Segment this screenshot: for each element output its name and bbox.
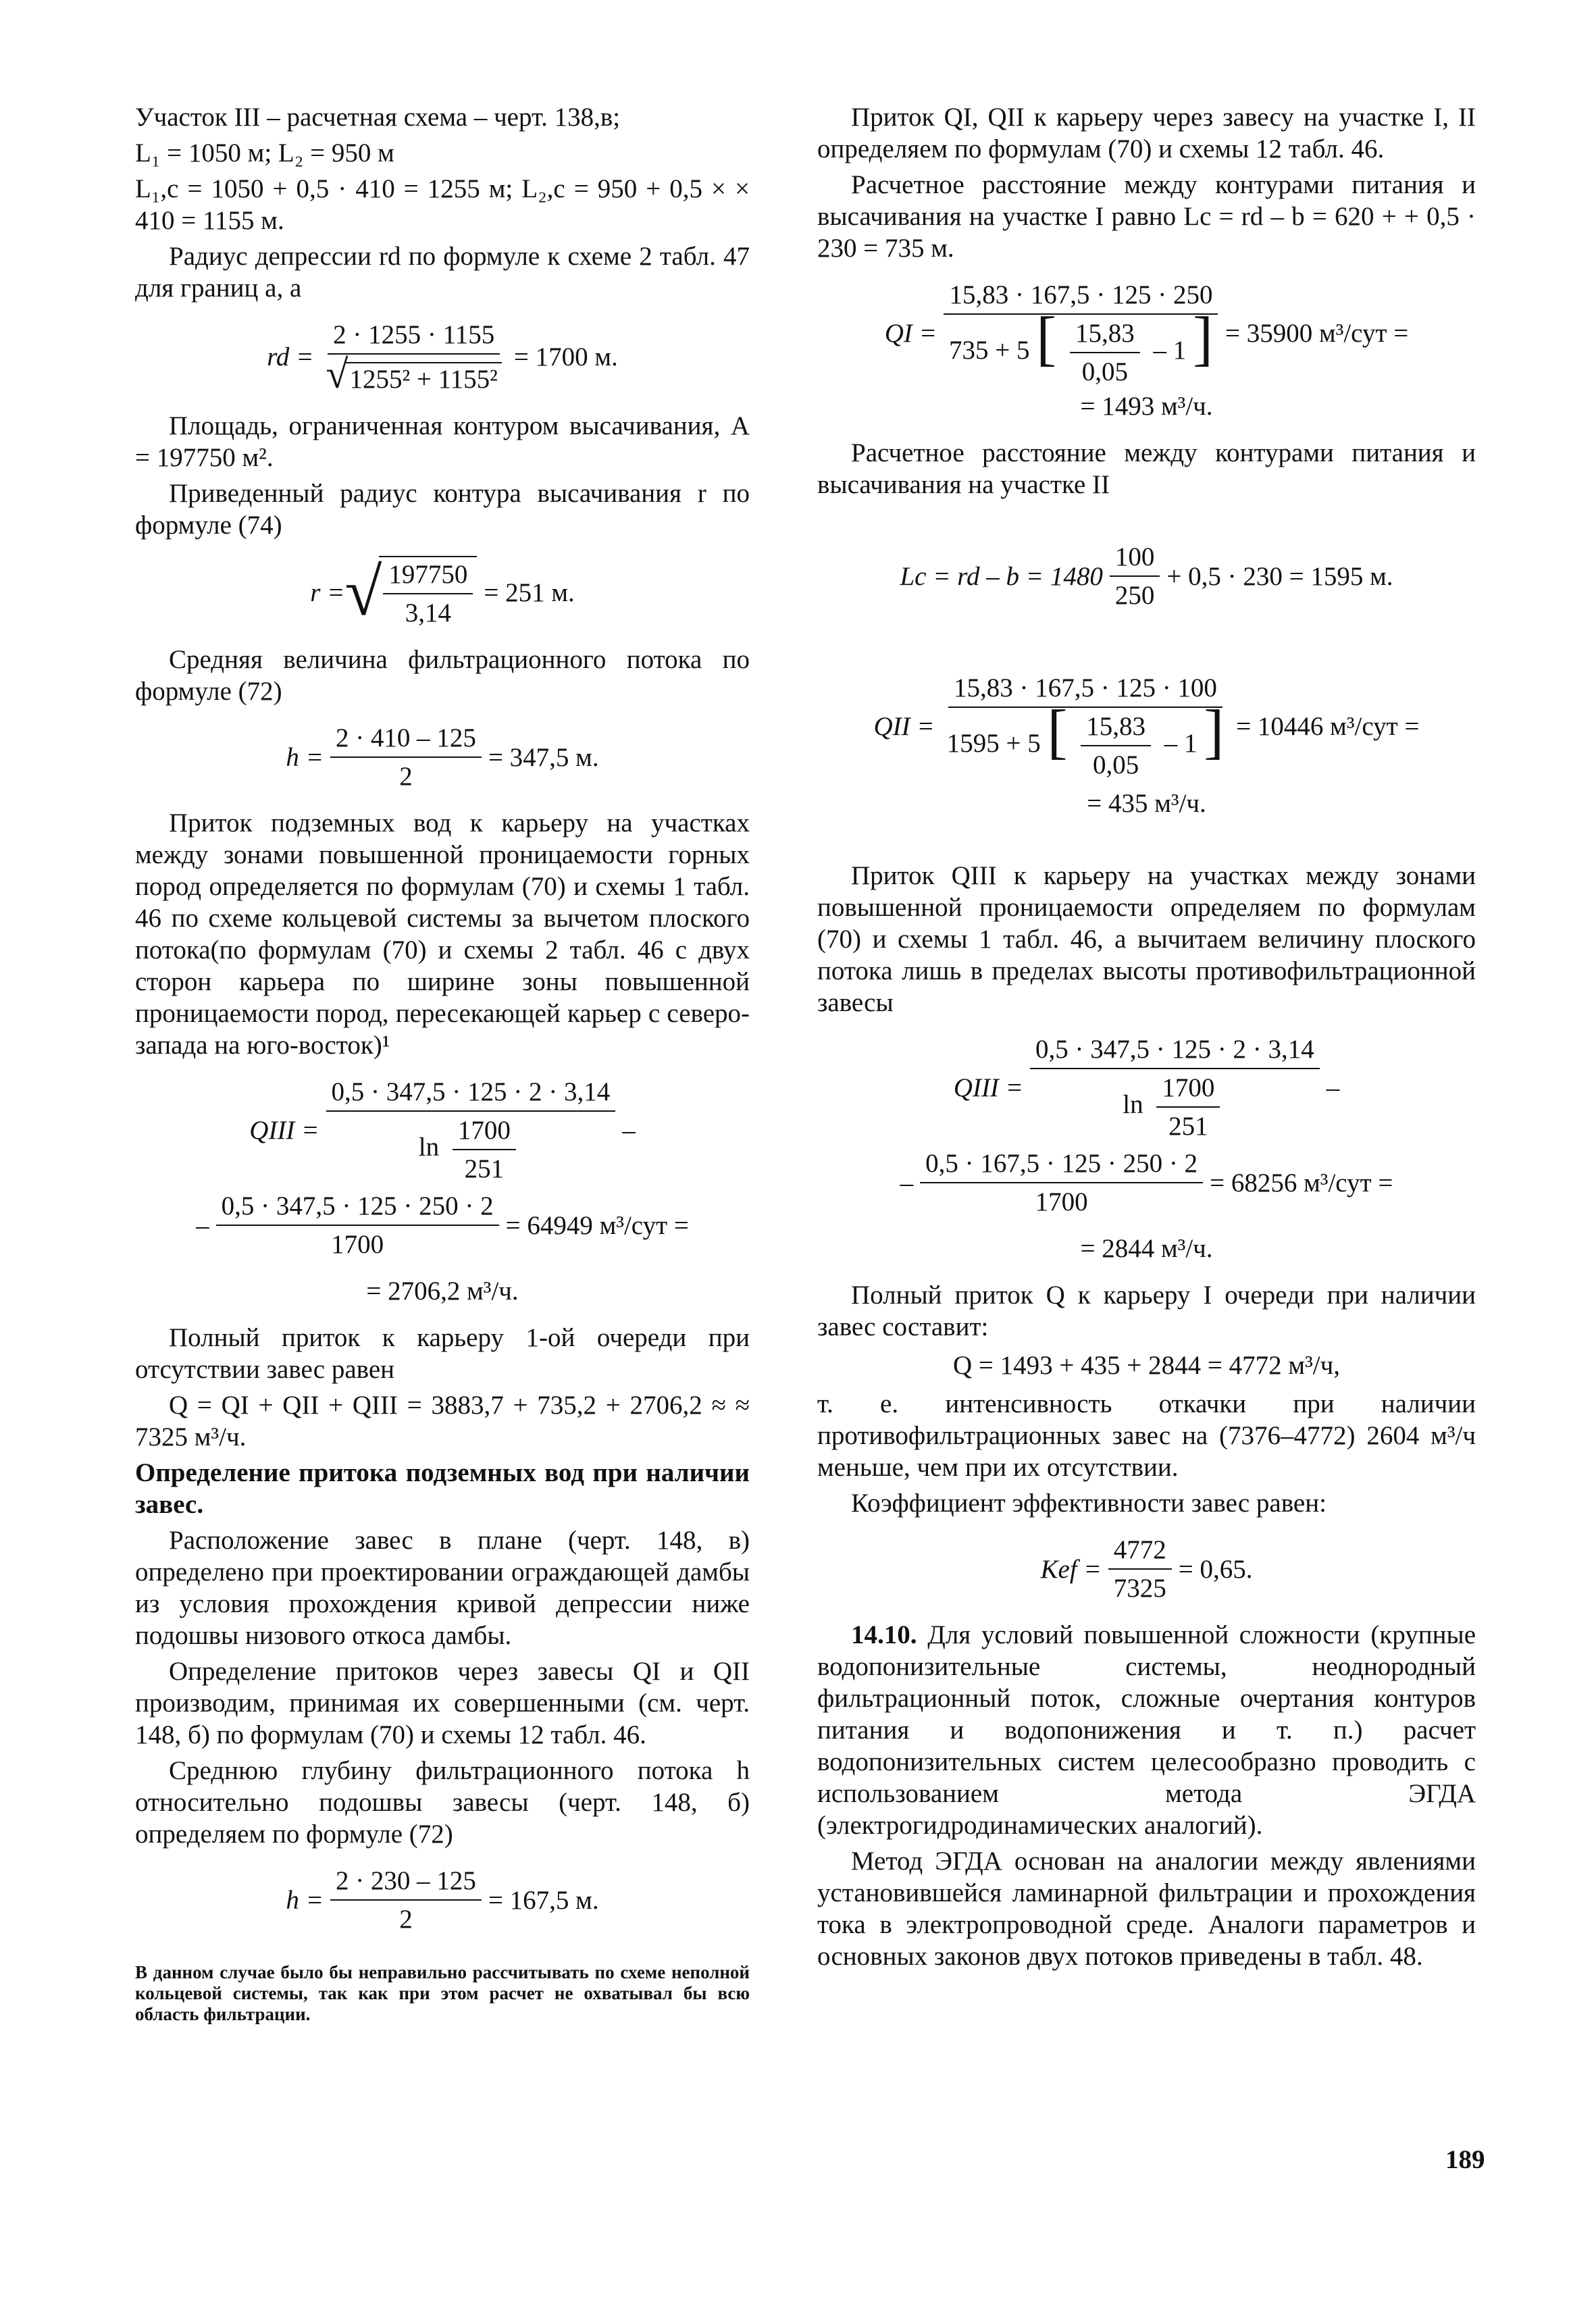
formula-result: = 347,5 м. xyxy=(488,742,599,772)
formula-q3-part1 xyxy=(135,1076,750,1185)
fraction xyxy=(1108,1534,1172,1604)
fraction xyxy=(379,556,477,629)
fraction xyxy=(330,1865,482,1935)
formula-lhs: h = xyxy=(286,742,324,772)
numerator: 0,5 · 167,5 · 125 · 250 · 2 xyxy=(920,1148,1203,1183)
fraction xyxy=(216,1190,499,1260)
denominator-base: 735 + 5 xyxy=(948,335,1030,365)
area-paragraph: Площадь, ограниченная контуром высачивания, A = 197750 м². xyxy=(135,411,750,472)
section-14-10-paragraph xyxy=(817,1619,1476,1841)
inner-numerator: 15,83 xyxy=(1081,711,1151,746)
formula-r: r = √ $\frac{197750}{3,14}$ = 251 м. xyxy=(310,555,575,629)
total-inflow-formula: Q = QI + QII + QIII = 3883,7 + 735,2 + 2706,2 ≈ ≈ 7325 м³/ч. xyxy=(135,1391,750,1451)
minus-sign: – xyxy=(196,1210,209,1240)
fraction xyxy=(1110,541,1160,611)
denominator-base: 1595 + 5 xyxy=(946,728,1041,758)
ln-denominator: 251 xyxy=(464,1154,505,1183)
formula-lc xyxy=(817,541,1476,611)
footnote: В данном случае было бы неправильно рассчитывать по схеме неполной кольцевой системы, так как при этом расчет не охватывал бы всю область фильтрации. xyxy=(135,1962,750,2024)
reduced-radius-paragraph: Приведенный радиус контура высачивания r по формуле (74) xyxy=(135,479,750,540)
formula-q3-result xyxy=(817,1233,1476,1264)
formula-h xyxy=(135,722,750,792)
denominator: 735 + 5 [ $\frac{15,83}{0,05}$ – 1 ] xyxy=(948,305,1213,386)
fraction xyxy=(944,279,1218,388)
denominator: 2 xyxy=(399,1905,413,1934)
formula-lhs: QII = xyxy=(873,712,935,741)
formula-result: Q = 1493 + 435 + 2844 = 4772 м³/ч, xyxy=(953,1351,1340,1380)
numerator: 0,5 · 347,5 · 125 · 2 · 3,14 xyxy=(1030,1033,1320,1069)
section-text: Для условий повышенной сложности (крупные водопонизительные системы, неоднородный фильтрационный поток, сложные очертания контуров питания и водопонижения и т. п.) расчет водопонизительных систем целесообразно проводить с использованием метода ЭГДА (электрогидродинамических аналогий). xyxy=(817,1620,1476,1840)
ln-fraction xyxy=(1156,1072,1220,1142)
formula-result: + 0,5 · 230 = 1595 м. xyxy=(1166,561,1393,591)
formula-lhs: QI = xyxy=(884,319,937,348)
minus-sign: – xyxy=(622,1116,636,1145)
numerator: 15,83 · 167,5 · 125 · 100 xyxy=(948,672,1222,708)
inner-denominator: 0,05 xyxy=(1081,357,1128,386)
numerator: 2 · 230 – 125 xyxy=(330,1865,482,1901)
numerator: 0,5 · 347,5 · 125 · 2 · 3,14 xyxy=(326,1076,616,1112)
formula-q1-result xyxy=(817,390,1476,422)
formula-lhs: r = xyxy=(310,577,345,607)
total-with-curtains-paragraph: Полный приток Q к карьеру I очереди при наличии завес составит: xyxy=(817,1281,1476,1341)
ln-label: ln xyxy=(418,1132,440,1162)
fraction xyxy=(1030,1033,1320,1142)
ln-denominator: 251 xyxy=(1168,1112,1208,1141)
numerator: 2 · 410 – 125 xyxy=(330,722,482,758)
formula-q1 xyxy=(817,279,1476,388)
formula-lhs: QIII = xyxy=(249,1116,319,1145)
inner-fraction xyxy=(1070,317,1140,388)
denominator xyxy=(413,1112,528,1185)
formula-h2 xyxy=(135,1865,750,1935)
formula-result: = 435 м³/ч. xyxy=(1087,789,1206,818)
numerator: 2 · 1255 · 1155 xyxy=(328,319,500,355)
pumping-reduction-paragraph: т. е. интенсивность откачки при наличии противофильтрационных завес на (7376–4772) 2604 м³/ч меньше, чем при их отсутствии. xyxy=(817,1389,1476,1482)
lengths-line: L₁ = 1050 м; L₂ = 950 м xyxy=(135,138,394,168)
formula-lhs: rd = xyxy=(267,342,314,371)
ln-label: ln xyxy=(1123,1089,1143,1119)
efficiency-paragraph: Коэффициент эффективности завес равен: xyxy=(851,1489,1327,1518)
denominator: √1255² + 1155² xyxy=(321,355,507,395)
inner-rest: – 1 xyxy=(1153,335,1187,365)
formula-q3-part2 xyxy=(817,1148,1476,1218)
denominator: 3,14 xyxy=(405,598,451,627)
section-line: Участок III – расчетная схема – черт. 138,в; xyxy=(135,103,621,132)
ln-numerator: 1700 xyxy=(453,1114,516,1150)
denominator: 2 xyxy=(399,762,413,791)
numerator: 4772 xyxy=(1108,1534,1172,1570)
denominator: 1595 + 5 [ $\frac{15,83}{0,05}$ – 1 ] xyxy=(946,698,1225,779)
formula-q2-result xyxy=(817,788,1476,819)
formula-result: = 0,65. xyxy=(1178,1554,1253,1584)
corrected-lengths-line: L₁,c = 1050 + 0,5 · 410 = 1255 м; L₂,c = 950 + 0,5 × × 410 = 1155 м. xyxy=(135,174,750,235)
fraction xyxy=(920,1148,1203,1218)
denominator: 7325 xyxy=(1113,1574,1166,1603)
determination-paragraph: Определение притоков через завесы QI и QII производим, принимая их совершенными (см. черт. 148, б) по формулам (70) и схемы 12 табл. 46. xyxy=(135,1657,750,1749)
formula-q3-part1 xyxy=(817,1033,1476,1142)
sqrt-content: 1255² + 1155² xyxy=(345,362,501,394)
location-paragraph: Расположение завес в плане (черт. 148, в) определено при проектировании ограждающей дамбы из условия прохождения кривой депрессии ниже подошвы низового откоса дамбы. xyxy=(135,1526,750,1650)
numerator: 197750 xyxy=(383,559,473,594)
inner-numerator: 15,83 xyxy=(1070,317,1140,353)
mean-flow-paragraph: Средняя величина фильтрационного потока по формуле (72) xyxy=(135,645,750,706)
section-heading: Определение притока подземных вод при наличии завес. xyxy=(135,1458,750,1519)
formula-q2 xyxy=(817,672,1476,781)
formula-result: = 1700 м. xyxy=(513,342,618,371)
formula-result: = 1493 м³/ч. xyxy=(1080,392,1213,421)
denominator: 250 xyxy=(1114,581,1155,610)
formula-kef xyxy=(817,1534,1476,1604)
formula-q-total xyxy=(817,1349,1476,1381)
denominator xyxy=(1117,1069,1232,1142)
page-number: 189 xyxy=(1445,2145,1485,2174)
numerator: 15,83 · 167,5 · 125 · 250 xyxy=(944,279,1218,315)
numerator: 100 xyxy=(1110,541,1160,577)
inner-fraction xyxy=(1081,711,1151,781)
fraction xyxy=(330,722,482,792)
inflow-curtain-paragraph: Приток QI, QII к карьеру через завесу на участке I, II определяем по формулам (70) и схемы 12 табл. 46. xyxy=(817,103,1476,163)
distance-section-1-paragraph: Расчетное расстояние между контурами питания и высачивания на участке I равно Lc = rd – b = 620 + + 0,5 · 230 = 735 м. xyxy=(817,170,1476,263)
denominator: 1700 xyxy=(331,1230,384,1259)
left-column xyxy=(135,101,750,2043)
formula-result: = 35900 м³/сут = xyxy=(1225,319,1409,348)
formula-result: = 64949 м³/сут = xyxy=(505,1210,689,1240)
formula-result: = 2706,2 м³/ч. xyxy=(366,1277,519,1306)
inner-rest: – 1 xyxy=(1164,728,1198,758)
section-number: 14.10. xyxy=(851,1620,917,1649)
minus-sign: – xyxy=(900,1168,914,1198)
numerator: 0,5 · 347,5 · 125 · 250 · 2 xyxy=(216,1190,499,1226)
inflow-q3-paragraph: Приток QIII к карьеру на участках между зонами повышенной проницаемости определяем по формулам (70) и схемы 1 табл. 46, а вычитаем величину плоского потока лишь в пределах высоты противофильтрационной завесы xyxy=(817,861,1476,1017)
formula-q3-part2 xyxy=(135,1190,750,1260)
fraction xyxy=(321,319,507,395)
mean-depth-paragraph: Среднюю глубину фильтрационного потока h относительно подошвы завесы (черт. 148, б) определяем по формуле (72) xyxy=(135,1756,750,1849)
depression-radius-paragraph: Радиус депрессии rd по формуле к схеме 2 табл. 47 для границ а, а xyxy=(135,242,750,303)
inflow-paragraph: Приток подземных вод к карьеру на участках между зонами повышенной проницаемости горных пород определяется по формулам (70) и схемы 1 табл. 46 по схеме кольцевой системы за вычетом плоского потока(по формулам (70) и схемы 2 табл. 46 с двух сторон карьера по ширине зоны повышенной проницаемости пород, пересекающей карьер с северо-запада на юго-восток)¹ xyxy=(135,808,750,1060)
fraction xyxy=(942,672,1229,781)
formula-lhs: QIII = xyxy=(953,1073,1023,1102)
formula-result: = 10446 м³/сут = xyxy=(1236,712,1420,741)
denominator: 1700 xyxy=(1035,1187,1088,1216)
formula-result: = 251 м. xyxy=(484,577,575,607)
egda-method-paragraph: Метод ЭГДА основан на аналогии между явлениями установившейся ламинарной фильтрации и прохождения тока в электропроводной среде. Аналоги параметров и основных законов двух потоков приведены в табл. 48. xyxy=(817,1847,1476,1971)
fraction xyxy=(326,1076,616,1185)
formula-result: = 167,5 м. xyxy=(488,1885,599,1915)
total-inflow-paragraph: Полный приток к карьеру 1-ой очереди при отсутствии завес равен xyxy=(135,1323,750,1384)
right-column xyxy=(817,101,1476,1976)
formula-lhs: Kef = xyxy=(1040,1554,1102,1584)
formula-result: = 2844 м³/ч. xyxy=(1080,1234,1213,1263)
ln-fraction xyxy=(453,1114,516,1185)
ln-numerator: 1700 xyxy=(1156,1072,1220,1108)
distance-section-2-paragraph: Расчетное расстояние между контурами питания и высачивания на участке II xyxy=(817,438,1476,499)
formula-lhs: h = xyxy=(286,1885,324,1915)
formula-result: = 68256 м³/сут = xyxy=(1210,1168,1393,1198)
formula-q3-result xyxy=(135,1275,750,1307)
minus-sign: – xyxy=(1326,1073,1340,1102)
inner-denominator: 0,05 xyxy=(1092,750,1139,779)
formula-rd xyxy=(135,319,750,395)
formula-lhs: Lc = rd – b = 1480 xyxy=(900,561,1103,591)
